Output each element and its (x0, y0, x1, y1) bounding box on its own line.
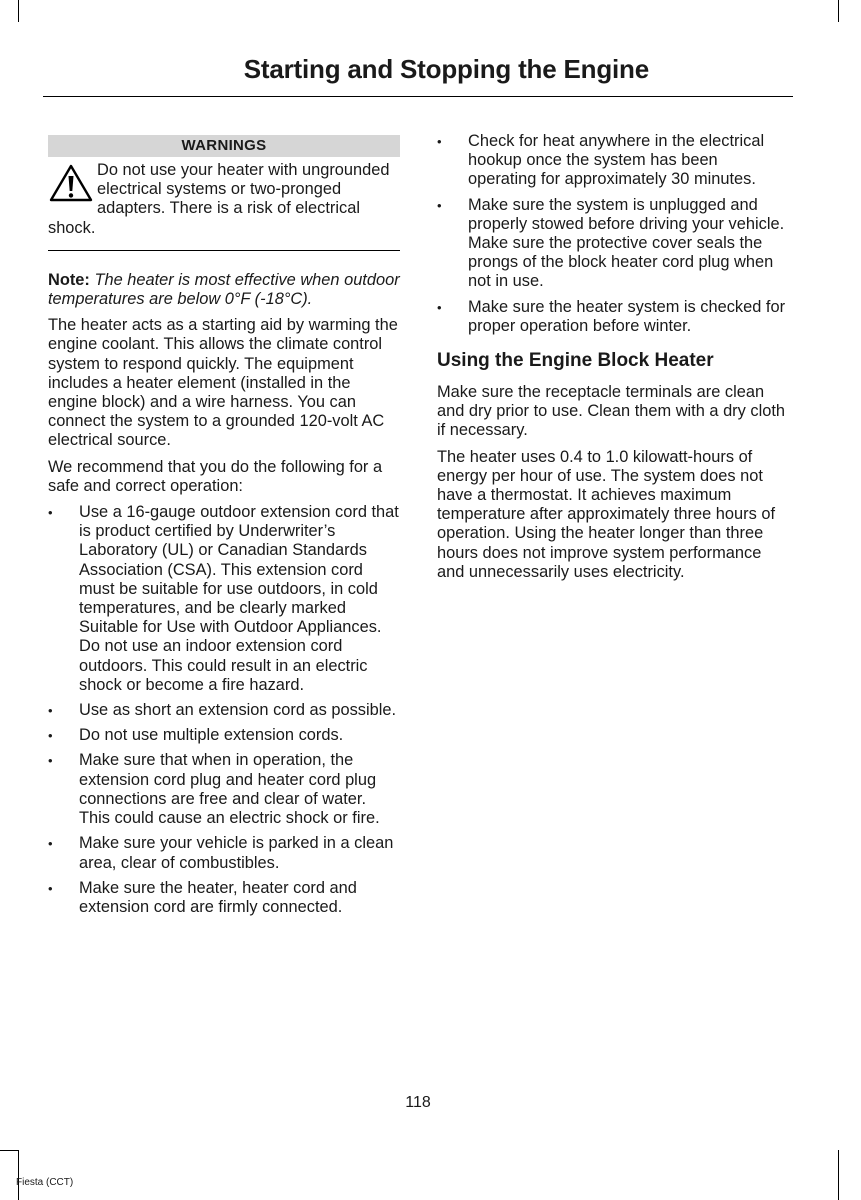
list-item: • Use a 16-gauge outdoor extension cord that is product certified by Underwriter’s Laboratory (UL) or Canadian Standards Association (CSA). This extension cord must be suitable for use outdoors, in cold temperatures, and be clearly marked Suitable for Use with Outdoor Appliances. Do not use an indoor extension cord outdoors. This could result in an electric shock or become a fire hazard. (48, 503, 400, 695)
warnings-box (48, 157, 400, 251)
warnings-text: Do not use your heater with ungrounded electrical systems or two-pronged adapters. There is a risk of electrical shock. (48, 161, 390, 237)
paragraph: Make sure the receptacle terminals are clean and dry prior to use. Clean them with a dry cloth if necessary. (437, 383, 786, 440)
list-item: • Make sure that when in operation, the extension cord plug and heater cord plug connections are free and clear of water. This could cause an electric shock or fire. (48, 751, 400, 828)
list-item: • Make sure the heater system is checked for proper operation before winter. (437, 298, 789, 336)
crop-mark-bottom-right (838, 1150, 839, 1200)
list-item: • Make sure the heater, heater cord and extension cord are firmly connected. (48, 879, 400, 917)
list-item: • Make sure the system is unplugged and properly stowed before driving your vehicle. Make sure the protective cover seals the prongs of the block heater cord plug when not in use. (437, 196, 789, 292)
crop-mark-top-left (18, 0, 19, 22)
page-number: 118 (405, 1094, 431, 1111)
note-text: The heater is most effective when outdoor temperatures are below 0°F (-18°C). (48, 270, 400, 309)
crop-mark-bottom-left-inner (0, 1150, 18, 1151)
warnings-heading: WARNINGS (48, 135, 400, 157)
note-paragraph (48, 271, 400, 309)
crop-mark-top-right (838, 0, 839, 22)
list-item: • Check for heat anywhere in the electrical hookup once the system has been operating for approximately 30 minutes. (437, 132, 789, 190)
left-bullet-list (48, 503, 400, 917)
list-item: • Make sure your vehicle is parked in a clean area, clear of combustibles. (48, 834, 400, 872)
title-rule (43, 96, 793, 97)
paragraph: The heater acts as a starting aid by warming the engine coolant. This allows the climate control system to respond quickly. The equipment includes a heater element (installed in the engine block) and a wire harness. You can connect the system to a grounded 120-volt AC electrical source. (48, 316, 398, 450)
note-label: Note: (48, 270, 90, 289)
section-heading: Using the Engine Block Heater (437, 350, 714, 372)
right-bullet-list (437, 132, 789, 336)
paragraph: The heater uses 0.4 to 1.0 kilowatt-hours of energy per hour of use. The system does not have a thermostat. It achieves maximum temperature after approximately three hours of operation. Using the heater longer than three hours does not improve system performance and unnecessarily uses electricity. (437, 447, 776, 581)
paragraph: We recommend that you do the following for a safe and correct operation: (48, 457, 383, 495)
footer-model: Fiesta (CCT) (16, 1177, 74, 1188)
list-item: • Do not use multiple extension cords. (48, 726, 400, 745)
right-column (437, 132, 789, 589)
list-item: • Use as short an extension cord as possible. (48, 701, 400, 720)
page-title: Starting and Stopping the Engine (243, 54, 649, 84)
left-column (48, 135, 400, 924)
warning-triangle-icon (48, 163, 94, 203)
crop-mark-bottom-left (18, 1150, 19, 1200)
